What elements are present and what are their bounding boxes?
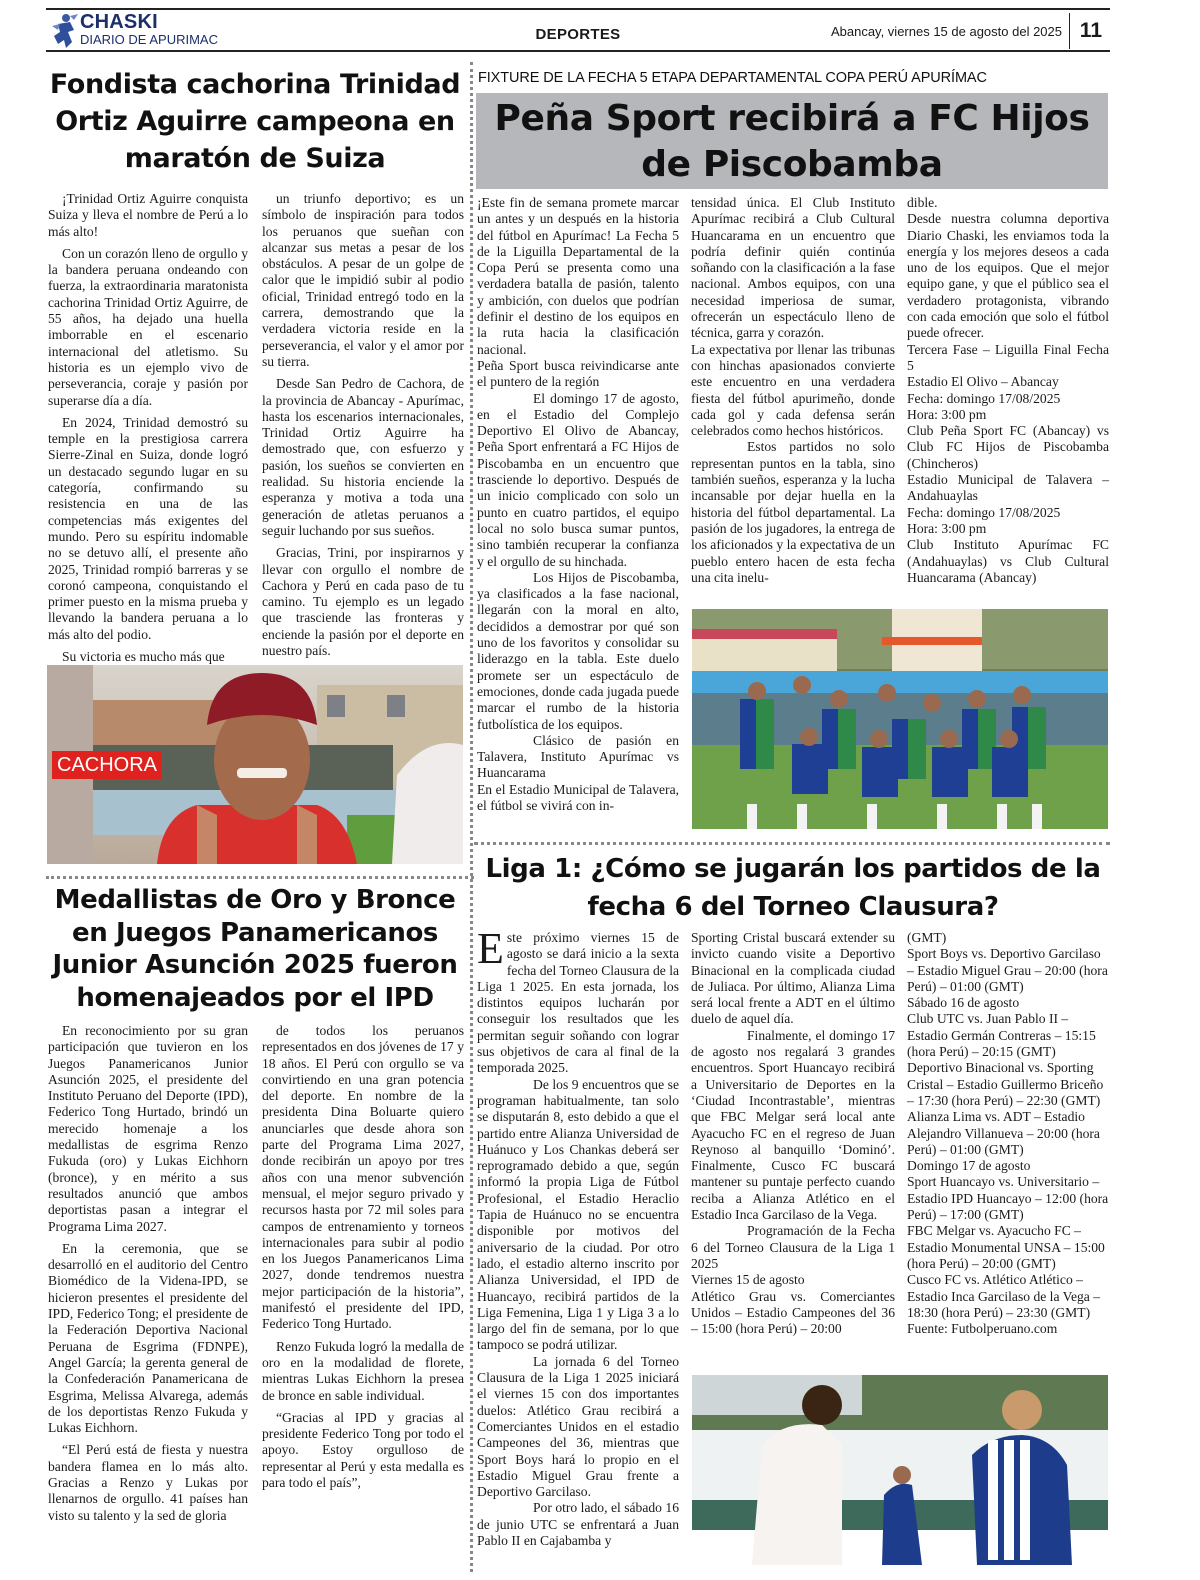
paragraph: de todos los peruanos representados en dos jóvenes de 17 y 18 años. El Perú con orgullo se va convirtiendo en una gran potencia del deporte. En nombre de la presidenta Dina Boluarte quiero anunciarles que desde ahora son parte del Programa Lima 2027, donde recibirán un apoyo por tres años con una menor subvención mensual, el mejor seguro privado y recursos hasta por 72 mil soles para campos de entrenamiento y torneos internacionales para subir al podio en los Juegos Panamericanos Lima 2027, donde tendremos nuestra mejor participación de la historia”, manifestó el presidente del IPD, Federico Tong Hurtado. <box>262 1023 464 1332</box>
schedule-line: Deportivo Binacional vs. Sporting Cristal – Estadio Guillermo Briceño – 17:30 (hora Perú) – 22:30 (GMT) <box>907 1060 1104 1108</box>
location-tag: CACHORA <box>52 751 162 779</box>
fixture-line: Club Instituto Apurímac FC (Andahuaylas) vs Club Cultural Huancarama (Abancay) <box>907 537 1109 585</box>
paragraph: La expectativa por llenar las tribunas con hinchas apasionados convierte este encuentro en una verdadera fiesta del fútbol apurimeño, donde cada gol y cada defensa serán celebrados como hechos históricos. <box>691 341 895 439</box>
paragraph: Gracias, Trini, por inspirarnos y llevar con orgullo el nombre de Cachora y Perú en cada paso de tu camino. Tu ejemplo es un legado que trasciende las fronteras y enciende la pasión por el deporte en nuestro país. <box>262 545 464 659</box>
fixture-line: Estadio Municipal de Talavera – Andahuaylas <box>907 472 1109 504</box>
column-rule-left <box>46 876 474 879</box>
article-column <box>907 195 1109 586</box>
article-kicker: FIXTURE DE LA FECHA 5 ETAPA DEPARTAMENTAL COPA PERÚ APURÍMAC <box>478 70 987 86</box>
paragraph: En el Estadio Municipal de Talavera, el fútbol se vivirá con in- <box>477 781 679 813</box>
paragraph: ¡Este fin de semana promete marcar un antes y un después en la historia del fútbol en Apurímac! La Fecha 5 de la Liguilla Departamental de la Copa Perú se presenta como una verdadera batalla de pasión, talento y ambición, con duelos que podrían definir el destino de los equipos en la ruta hacia la clasificación nacional. <box>477 195 679 357</box>
fixture-line: Hora: 3:00 pm <box>907 520 987 536</box>
article-column <box>691 930 895 1337</box>
brand-name: CHASKI <box>80 11 158 33</box>
schedule-line: Sport Huancayo vs. Universitario – Estadio IPD Huancayo – 12:00 (hora Perú) – 17:00 (GMT) <box>907 1174 1109 1223</box>
article-column <box>48 191 248 665</box>
paragraph: dible. <box>907 195 938 210</box>
schedule-line: Alianza Lima vs. ADT – Estadio Alejandro Villanueva – 20:00 (hora Perú) – 01:00 (GMT) <box>907 1109 1100 1157</box>
column-rule-vertical <box>470 62 473 1572</box>
paragraph: La jornada 6 del Torneo Clausura de la Liga 1 2025 iniciará el viernes 15 con dos importantes duelos: Atlético Grau recibirá a Comerciantes Unidos en el estadio Campeones del 36, mientras que Sport Boys hará lo propio en el Estadio Miguel Grau frente a Deportivo Garcilaso. <box>477 1353 679 1500</box>
schedule-line: FBC Melgar vs. Ayacucho FC – Estadio Monumental UNSA – 15:00 (hora Perú) – 20:00 (GMT) <box>907 1223 1105 1271</box>
paragraph: Desde nuestra columna deportiva Diario Chaski, les enviamos toda la energía y los mejores deseos a cada uno de los equipos. Que el mejor equipo gane, y que el público sea el verdadero protagonista, vibrando con cada emoción que solo el fútbol puede ofrecer. <box>907 211 1109 341</box>
schedule-line: Atlético Grau vs. Comerciantes Unidos – Estadio Campeones del 36 – 15:00 (hora Perú) – 20:00 <box>691 1288 895 1337</box>
fixture-line: Estadio El Olivo – Abancay <box>907 374 1059 390</box>
paragraph: Los Hijos de Piscobamba, ya clasificados a la fase nacional, llegarán con la moral en alto, decididos a demostrar por qué son uno de los favoritos y consolidar su liderazgo en la tabla. Este duelo promete ser un espectáculo de emociones, donde cada jugada puede marcar el rumbo de la historia futbolística de los equipos. <box>477 569 679 732</box>
article-column <box>262 191 464 659</box>
schedule-line: (GMT) <box>907 930 947 945</box>
schedule-day: Sábado 16 de agosto <box>907 995 1020 1011</box>
article-headline: Medallistas de Oro y Bronce en Juegos Panamericanos Junior Asunción 2025 fueron homenajeados por el IPD <box>52 885 458 1013</box>
article-headline: Liga 1: ¿Cómo se jugarán los partidos de la fecha 6 del Torneo Clausura? <box>485 854 1101 922</box>
paragraph: Finalmente, el domingo 17 de agosto nos regalará 3 grandes encuentros. Sport Huancayo recibirá a Universitario de Deportes en la ‘Ciudad Incontrastable’, mientras que FBC Melgar será local ante Ayacucho FC en el regreso de Juan Reynoso al banquillo ‘Dominó’. Finalmente, Cusco FC buscará mantener su puntaje perfecto cuando reciba a Alianza Atlético en el Estadio Inca Garcilaso de la Vega. <box>691 1027 895 1223</box>
paragraph: tensidad única. El Club Instituto Apurímac recibirá a Club Cultural Huancarama en un encuentro que podría definir quién continúa soñando con la clasificación a la fase nacional. Ambos equipos, con una necesidad imperiosa de sumar, ofrecerán un espectáculo lleno de técnica, garra y corazón. <box>691 195 895 341</box>
paragraph: Con un corazón lleno de orgullo y la bandera peruana ondeando con fuerza, la extraordinaria maratonista cachorina Trinidad Ortiz Aguirre, de 55 años, ha dejado una huella imborrable en el escenario internacional del atletismo. Su historia es un ejemplo vivo de perseverancia, coraje y pasión por superarse día a día. <box>48 245 248 408</box>
paragraph: “Gracias al IPD y gracias al presidente Federico Tong por todo el apoyo. Estoy orgulloso de representar al Perú y esta medalla es para todo el país”, <box>262 1409 464 1491</box>
schedule-day: Viernes 15 de agosto <box>691 1272 805 1288</box>
subheading: Peña Sport busca reivindicarse ante el puntero de la región <box>477 357 679 390</box>
brand-subtitle: DIARIO DE APURIMAC <box>80 32 218 47</box>
fixture-line: Tercera Fase – Liguilla Final Fecha 5 <box>907 341 1109 373</box>
paragraph: un triunfo deportivo; es un símbolo de inspiración para todos los peruanos que sueñan con alcanzar sus metas a pesar de los obstáculos. A pesar de un golpe de calor que le impidió subir al podio oficial, Trinidad entregó todo en la carrera, demostrando que la verdadera victoria reside en la perseverancia, el valor y el amor por su tierra. <box>262 191 464 369</box>
schedule-line: Club UTC vs. Juan Pablo II – Estadio Germán Contreras – 15:15 (hora Perú) – 20:15 (GMT) <box>907 1011 1096 1060</box>
drop-cap: E <box>477 924 504 973</box>
article-column <box>477 924 679 1549</box>
paragraph: Estos partidos no solo representan puntos en la tabla, sino también sueños, esperanza y la lucha incansable por dejar huella en la historia del fútbol departamental. La pasión de los jugadores, la entrega de los aficionados y la expectativa de un pueblo entero hacen de esta fecha una cita inelu- <box>691 439 895 585</box>
source-credit: Fuente: Futbolperuano.com <box>907 1321 1058 1337</box>
photo-team-lineup <box>692 609 1108 829</box>
paragraph: Su victoria es mucho más que <box>62 649 225 665</box>
paragraph: En 2024, Trinidad demostró su temple en la prestigiosa carrera Sierre-Zinal en Suiza, donde logró un destacado segundo lugar en su categoría, confirmando su resistencia en una de las competencias más exigentes del mundo. Pero su espíritu indomable no se detuvo allí, el presente año 2025, Trinidad rompió barreras y se coronó campeona, conquistando el primer puesto en la misma prueba y llevando la bandera peruana a lo más alto del podio. <box>48 414 248 642</box>
paragraph: En reconocimiento por su gran participación que tuvieron en los Juegos Panamericanos Junior Asunción 2025, el presidente del Instituto Peruano del Deporte (IPD), Federico Tong Hurtado, brindó un merecido homenaje a los medallistas de esgrima Renzo Fukuda (oro) y Lukas Eichhorn (bronce), y en mérito a sus resultados anunció que ambos deportistas pasan a integrar el Programa Lima 2027. <box>48 1023 248 1234</box>
dateline: Abancay, viernes 15 de agosto del 2025 <box>830 24 1062 39</box>
paragraph: Sporting Cristal buscará extender su invicto cuando visite a Deportivo Binacional en la complicada ciudad de Juliaca. Por último, Alianza Lima será local frente a ADT en el último duelo de aquel día. <box>691 930 895 1027</box>
page-divider <box>1069 13 1070 49</box>
article-headline: Peña Sport recibirá a FC Hijos de Piscobamba <box>476 93 1108 189</box>
fixture-line: Fecha: domingo 17/08/2025 <box>907 390 1061 406</box>
subheading: Programación de la Fecha 6 del Torneo Clausura de la Liga 1 2025 <box>691 1223 895 1271</box>
photo-liga1-match <box>692 1375 1108 1565</box>
schedule-line: Cusco FC vs. Atlético Atlético – Estadio Inca Garcilaso de la Vega – 18:30 (hora Perú) – 23:30 (GMT) <box>907 1272 1101 1320</box>
fixture-line: Fecha: domingo 17/08/2025 <box>907 504 1061 520</box>
schedule-line: Sport Boys vs. Deportivo Garcilaso – Estadio Miguel Grau – 20:00 (hora Perú) – 01:00 (GMT) <box>907 946 1108 994</box>
subheading: Clásico de pasión en Talavera, Instituto Apurímac vs Huancarama <box>477 732 679 781</box>
article-column <box>691 195 895 586</box>
section-name: DEPORTES <box>535 26 621 43</box>
page-number: 11 <box>1079 19 1102 42</box>
paragraph: ¡Trinidad Ortiz Aguirre conquista Suiza y lleva el nombre de Perú a lo más alto! <box>48 191 248 239</box>
article-column <box>477 195 679 814</box>
paragraph: De los 9 encuentros que se programan habitualmente, tan solo se disputarán 8, esto debido a que el partido entre Alianza Universidad de Huánuco y Los Chankas deberá ser reprogramado debido a que, según informó la propia Liga de Fútbol Profesional, el Estadio Heraclio Tapia de Huánuco no se encuentra disponible por motivos del aniversario de la ciudad. Por otro lado, el estadio alterno inscrito por Alianza Universidad, el IPD de Huancayo, recibirá partidos de la Liga Femenina, Liga 1 y Liga 3 a lo largo del fin de semana, por lo que tampoco se podrá utilizar. <box>477 1076 679 1353</box>
paragraph: Renzo Fukuda logró la medalla de oro en la modalidad de florete, mientras Lukas Eichhorn la presea de bronce en sable individual. <box>262 1338 464 1403</box>
column-rule-right <box>474 842 1110 845</box>
photo-trinidad-ortiz <box>47 665 463 864</box>
paragraph: El domingo 17 de agosto, en el Estadio del Complejo Deportivo El Olivo de Abancay, Peña Sport enfrentará a FC Hijos de Piscobamba en un encuentro que trasciende lo deportivo. Después de un inicio complicado con solo un punto en cuatro partidos, el equipo local no solo busca sumar puntos, sino también recuperar la confianza y el orgullo de su hinchada. <box>477 390 679 569</box>
fixture-line: Club Peña Sport FC (Abancay) vs Club FC Hijos de Piscobamba (Chincheros) <box>907 423 1109 471</box>
paragraph: “El Perú está de fiesta y nuestra bandera flamea en lo más alto. Gracias a Renzo y Lukas por llenarnos de orgullo. 41 países han visto su talento y la sed de gloria <box>48 1442 248 1523</box>
schedule-day: Domingo 17 de agosto <box>907 1158 1031 1174</box>
fixture-line: Hora: 3:00 pm <box>907 406 987 422</box>
article-column <box>48 1023 248 1524</box>
article-column <box>262 1023 464 1491</box>
paragraph <box>477 924 679 1077</box>
article-column <box>907 930 1109 1337</box>
paragraph: Por otro lado, el sábado 16 de junio UTC se enfrentará a Juan Pablo II en Cajabamba y <box>477 1500 679 1548</box>
article-headline: Fondista cachorina Trinidad Ortiz Aguirre campeona en maratón de Suiza <box>49 69 461 174</box>
paragraph: Desde San Pedro de Cachora, de la provincia de Abancay - Apurímac, hasta los escenarios internacionales, Trinidad Ortiz Aguirre ha demostrado que, con esfuerzo y pasión, los sueños se convierten en realidad. Su historia enciende la esperanza y motiva a toda una generación de atletas peruanos a seguir luchando por sus sueños. <box>262 376 464 538</box>
paragraph-text: ste próximo viernes 15 de agosto se dará inicio a la sexta fecha del Torneo Clausura de la Liga 1 2025. En esta jornada, los distintos equipos lucharán por conseguir los resultados que les permitan seguir soñando con lograr sus objetivos de cara al final de la temporada 2025. <box>477 930 679 1076</box>
masthead <box>46 8 1110 52</box>
paragraph: En la ceremonia, que se desarrolló en el auditorio del Centro Biomédico de la Videna-IPD, se hicieron presentes el presidente del IPD, Federico Tong; el presidente de la Federación Deportiva Nacional Peruana de Esgrima (FDNPE), Angel García; la gerenta general de la Confederación Panamericana de Esgrima, Melissa Alvarega, además de los deportistas Renzo Fukuda y Lukas Eichhorn. <box>48 1240 248 1436</box>
